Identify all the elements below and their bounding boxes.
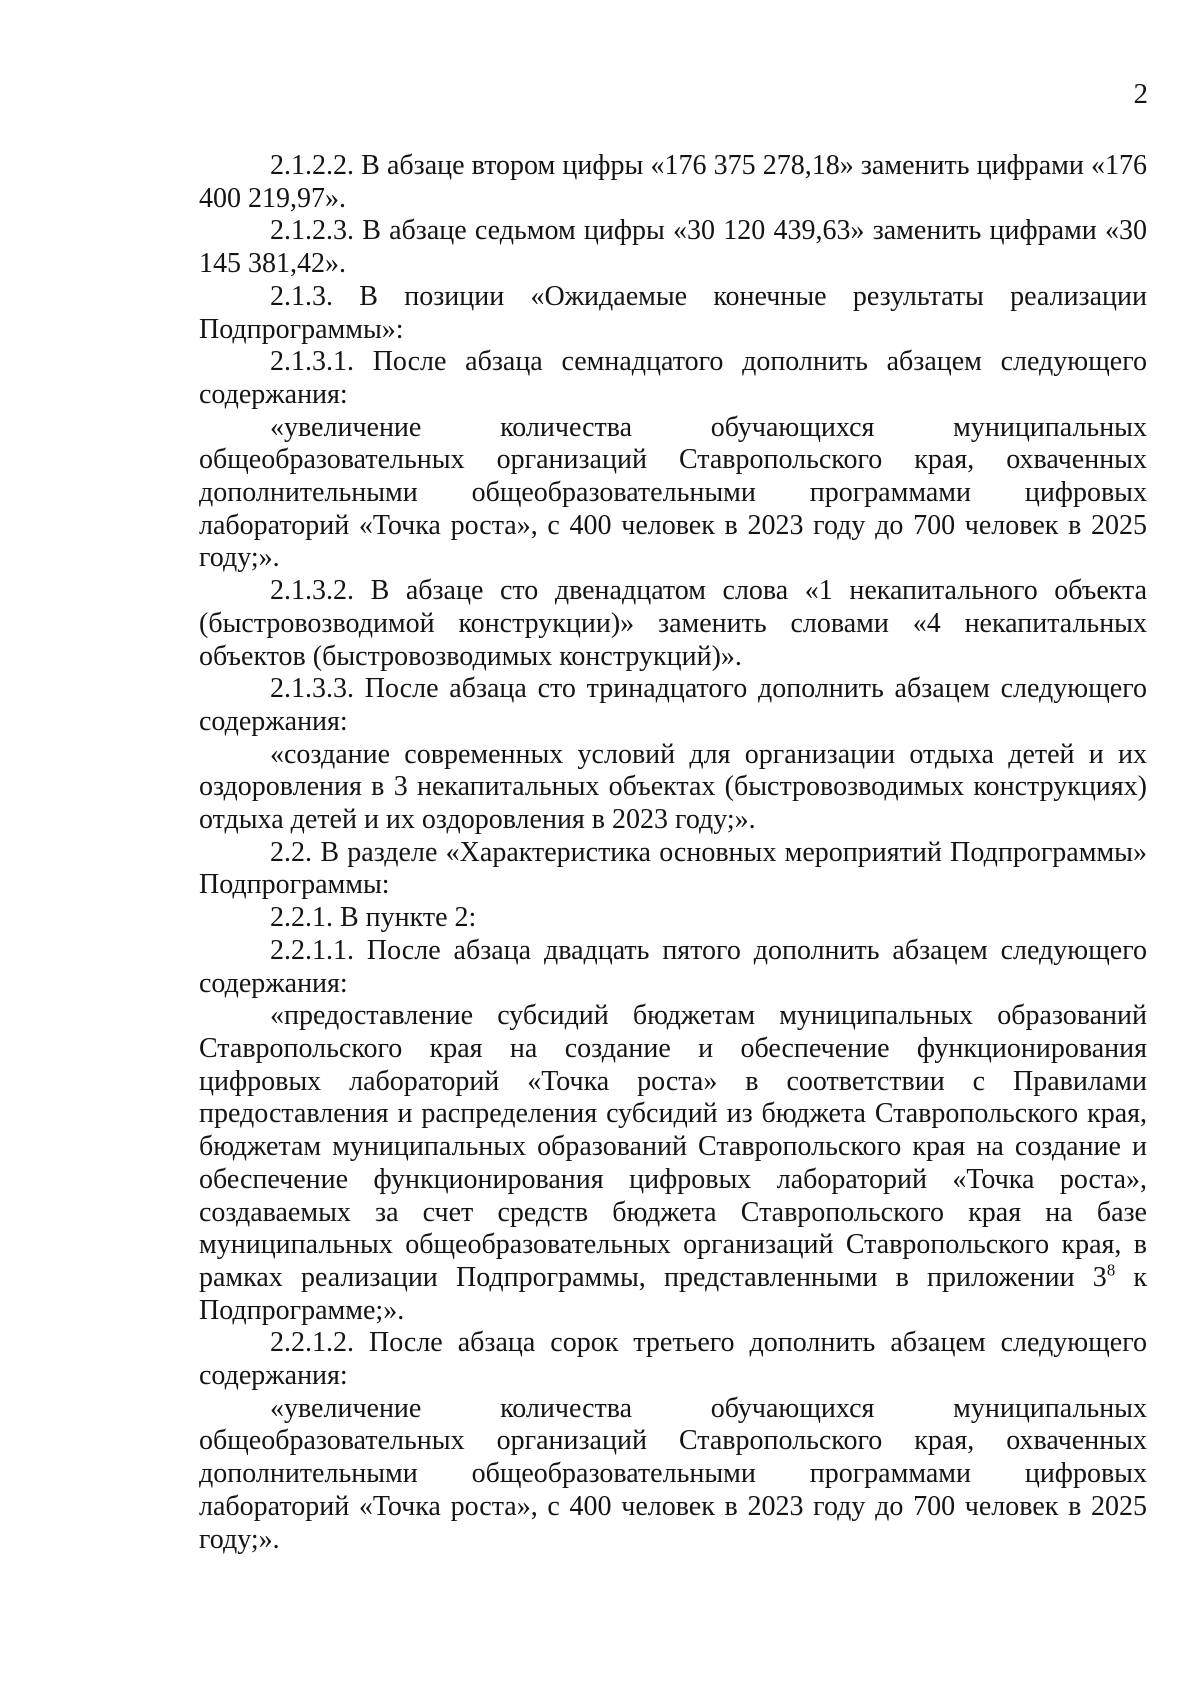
paragraph-tail: к Подпрограмме;». — [199, 1261, 1147, 1326]
paragraph: 2.2.1.1. После абзаца двадцать пятого дополнить абзацем следующего содержания: — [199, 934, 1147, 999]
paragraph: 2.2. В разделе «Характеристика основных мероприятий Подпрограммы» Подпрограммы: — [199, 836, 1147, 901]
paragraph: «создание современных условий для организации отдыха детей и их оздоровления в 3 некапитальных объектах (быстровозводимых конструкциях) отдыха детей и их оздоровления в 2023 году;». — [199, 738, 1147, 836]
paragraph: 2.1.2.3. В абзаце седьмом цифры «30 120 439,63» заменить цифрами «30 145 381,42». — [199, 215, 1147, 280]
appendix-superscript: 8 — [1106, 1260, 1116, 1280]
page-number: 2 — [1133, 78, 1148, 110]
paragraph-subsidies — [199, 1000, 1147, 1327]
paragraph: 2.1.3.3. После абзаца сто тринадцатого дополнить абзацем следующего содержания: — [199, 673, 1147, 737]
paragraph: 2.1.3.1. После абзаца семнадцатого дополнить абзацем следующего содержания: — [199, 346, 1147, 410]
paragraph: 2.2.1. В пункте 2: — [270, 902, 477, 934]
paragraph: 2.2.1.2. После абзаца сорок третьего дополнить абзацем следующего содержания: — [199, 1327, 1147, 1392]
document-body — [199, 150, 1147, 1556]
paragraph: «увеличение количества обучающихся муниципальных общеобразовательных организаций Ставропольского края, охваченных дополнительными общеобразовательными программами цифровых лабораторий «Точка роста», с 400 человек в 2023 году до 700 человек в 2025 году;». — [199, 411, 1147, 574]
paragraph: 2.1.3. В позиции «Ожидаемые конечные результаты реализации Подпрограммы»: — [199, 280, 1147, 345]
paragraph: «увеличение количества обучающихся муниципальных общеобразовательных организаций Ставропольского края, охваченных дополнительными общеобразовательными программами цифровых лабораторий «Точка роста», с 400 человек в 2023 году до 700 человек в 2025 году;». — [199, 1392, 1147, 1555]
paragraph: 2.1.3.2. В абзаце сто двенадцатом слова «1 некапитального объекта (быстровозводимой конструкции)» заменить словами «4 некапитальных объектов (быстровозводимых конструкций)». — [199, 575, 1147, 672]
paragraph: 2.1.2.2. В абзаце втором цифры «176 375 278,18» заменить цифрами «176 400 219,97». — [199, 150, 1147, 214]
paragraph-text: «предоставление субсидий бюджетам муниципальных образований Ставропольского края на создание и обеспечение функционирования цифровых лабораторий «Точка роста» в соответствии с Правилами предоставления и распределения субсидий из бюджета Ставропольского края, бюджетам муниципальных образований Ставропольского края на создание и обеспечение функционирования цифровых лабораторий «Точка роста», создаваемых за счет средств бюджета Ставропольского края на базе муниципальных общеобразовательных организаций Ставропольского края, в рамках реализации Подпрограммы, представленными в приложении 3 — [199, 1000, 1147, 1293]
